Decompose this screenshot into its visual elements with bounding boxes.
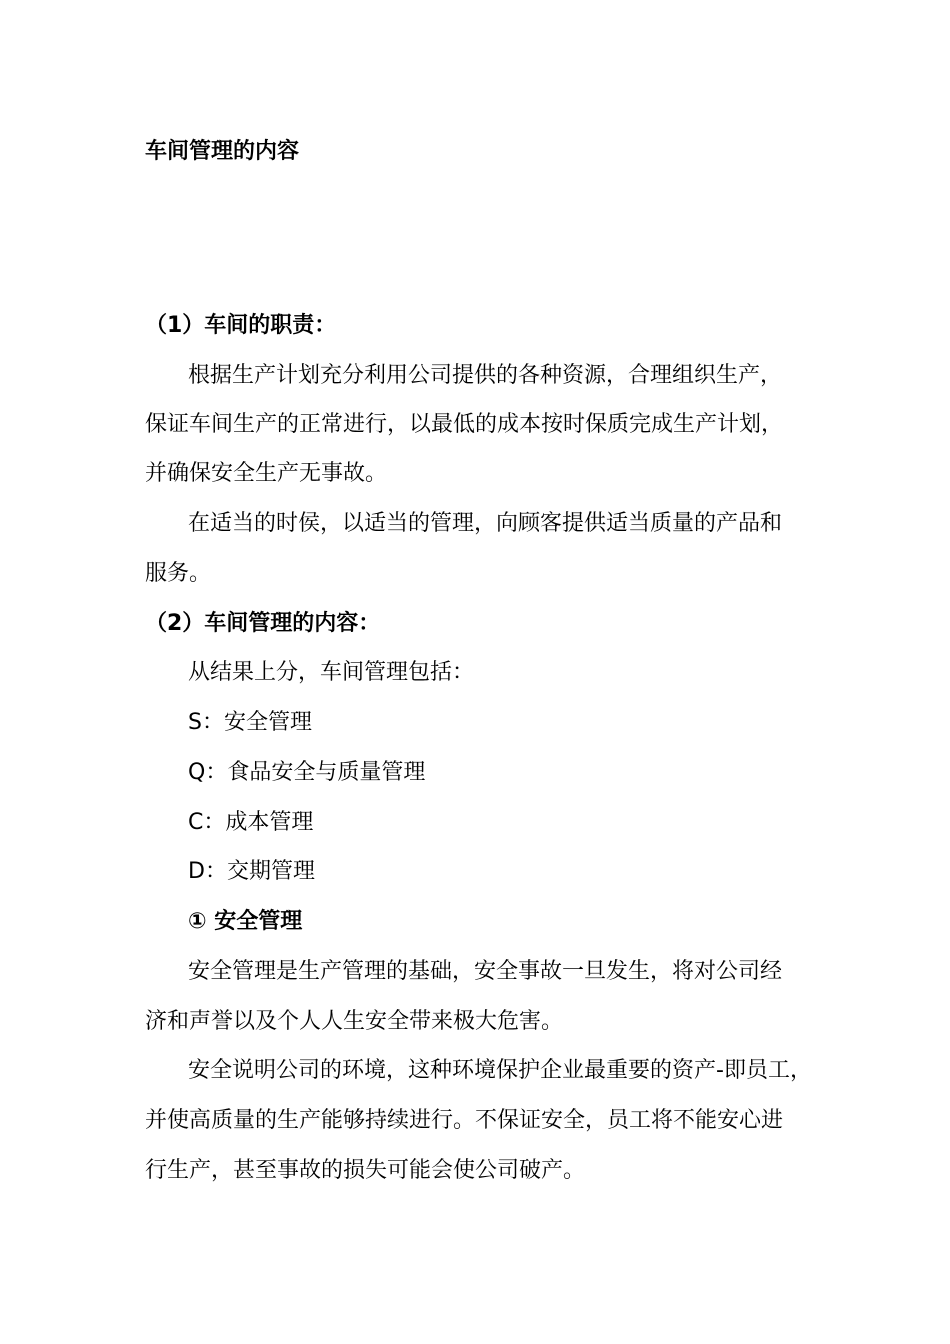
section-1-paragraph-1-line-3: 并确保安全生产无事故。 <box>145 461 388 486</box>
safety-management-heading: ① 安全管理 <box>188 909 303 934</box>
document-title: 车间管理的内容 <box>145 139 300 164</box>
list-item: C：成本管理 <box>188 810 314 835</box>
list-item: D：交期管理 <box>188 859 315 884</box>
section-1-heading: （1）车间的职责： <box>145 313 337 338</box>
section-1-paragraph-2-line-2: 服务。 <box>145 561 212 586</box>
section-2-heading: （2）车间管理的内容： <box>145 611 381 636</box>
section-1-paragraph-2-line-1: 在适当的时侯，以适当的管理，向顾客提供适当质量的产品和 <box>188 511 783 536</box>
safety-paragraph-2-line-2: 并使高质量的生产能够持续进行。不保证安全，员工将不能安心进 <box>145 1108 784 1133</box>
list-item: S：安全管理 <box>188 710 312 735</box>
list-item: Q：食品安全与质量管理 <box>188 760 426 785</box>
section-1-paragraph-1-line-2: 保证车间生产的正常进行，以最低的成本按时保质完成生产计划， <box>145 412 784 437</box>
section-1-paragraph-1-line-1: 根据生产计划充分利用公司提供的各种资源，合理组织生产， <box>188 363 783 388</box>
safety-paragraph-1-line-1: 安全管理是生产管理的基础，安全事故一旦发生，将对公司经 <box>188 959 783 984</box>
safety-paragraph-2-line-1: 安全说明公司的环境，这种环境保护企业最重要的资产-即员工， <box>188 1058 812 1083</box>
safety-paragraph-1-line-2: 济和声誉以及个人人生安全带来极大危害。 <box>145 1009 564 1034</box>
section-2-intro: 从结果上分，车间管理包括： <box>188 660 475 685</box>
safety-paragraph-2-line-3: 行生产，甚至事故的损失可能会使公司破产。 <box>145 1158 586 1183</box>
